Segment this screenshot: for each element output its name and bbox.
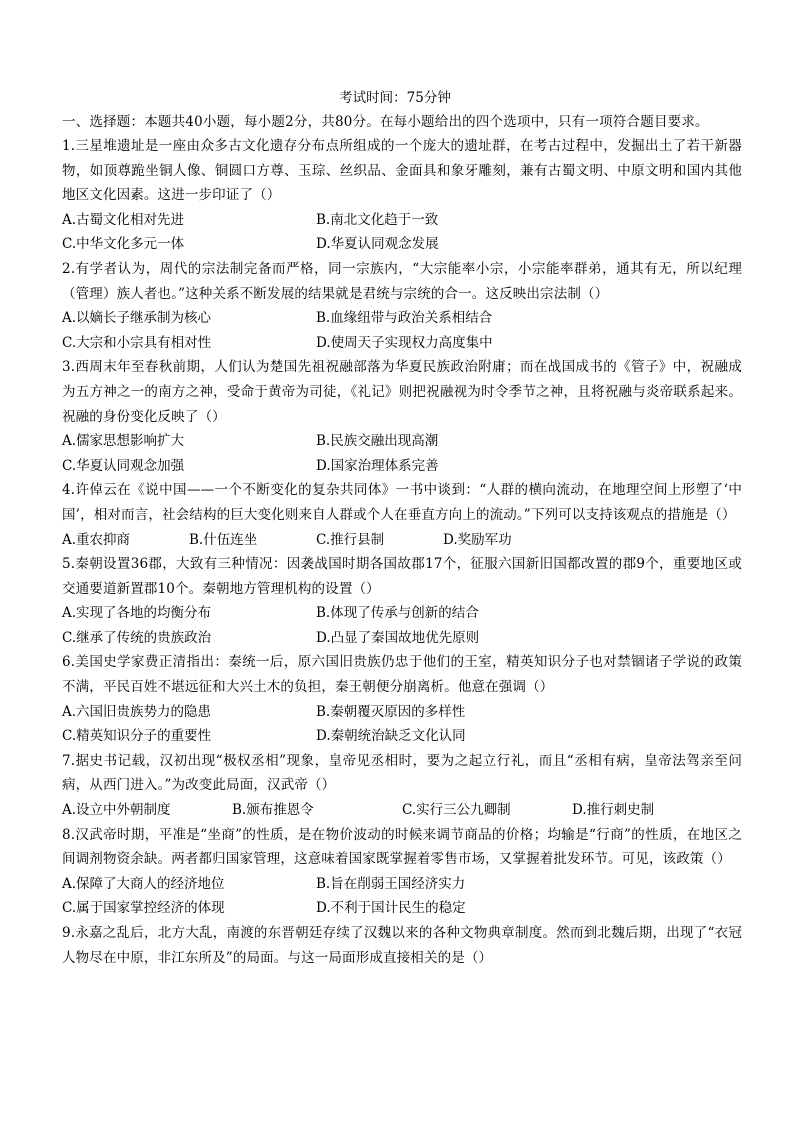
question-stem: 7.据史书记载，汉初出现“极权丞相”现象，皇帝见丞相时，要为之起立行礼，而且“丞相有病，皇帝法驾亲至问病，从西门进入。”为改变此局面，汉武帝（）	[62, 752, 742, 794]
question-9	[62, 921, 742, 970]
option-b[interactable]: B.秦朝覆灭原因的多样性	[316, 703, 466, 720]
option-c[interactable]: C.实行三公九卿制	[402, 802, 511, 819]
question-5	[62, 552, 742, 650]
option-b[interactable]: B.什伍连坐	[189, 531, 258, 548]
question-stem: 4.许倬云在《说中国——一个不断变化的复杂共同体》一书中谈到：“人群的横向流动，在地理空间上形塑了‘中国’，相对而言，社会结构的巨大变化则来自人群或个人在垂直方向上的流动。”下列可以支持该观点的措施是（）	[62, 482, 742, 523]
question-stem: 8.汉武帝时期，平准是“坐商”的性质，是在物价波动的时候来调节商品的价格；均输是“行商”的性质，在地区之间调剂物资余缺。两者都归国家管理，这意味着国家既掌握着零售市场，又掌握着批发环节。可见，该政策（）	[62, 826, 742, 868]
option-a[interactable]: A.设立中外朝制度	[62, 802, 171, 819]
exam-time: 考试时间：75分钟	[339, 90, 451, 106]
option-c[interactable]: C.继承了传统的贵族政治	[62, 629, 212, 646]
option-d[interactable]: D.推行刺史制	[572, 802, 655, 819]
option-c[interactable]: C.推行县制	[316, 531, 385, 548]
option-b[interactable]: B.血缘纽带与政治关系相结合	[316, 310, 493, 327]
question-stem: 3.西周末年至春秋前期，人们认为楚国先祖祝融部落为华夏民族政治附庸；而在战国成书的《管子》中，祝融成为五方神之一的南方之神，受命于黄帝为司徒，《礼记》则把祝融视为时令季节之神，且将祝融与炎帝联系起来。祝融的身份变化反映了（）	[62, 359, 742, 425]
question-8	[62, 823, 742, 921]
option-b[interactable]: B.旨在削弱王国经济实力	[316, 875, 466, 892]
option-d[interactable]: D.凸显了秦国故地优先原则	[316, 629, 480, 646]
question-3	[62, 355, 742, 478]
question-stem: 2.有学者认为，周代的宗法制完备而严格，同一宗族内，“大宗能率小宗，小宗能率群弟，通其有无，所以纪理（管理）族人者也。”这种关系不断发展的结果就是君统与宗统的合一。这反映出宗法制（）	[62, 260, 742, 302]
option-b[interactable]: B.颁布推恩令	[232, 802, 314, 819]
section-title: 一、选择题：本题共40小题，每小题2分，共80分。在每小题给出的四个选项中，只有一项符合题目要求。	[62, 114, 709, 130]
option-a[interactable]: A.六国旧贵族势力的隐患	[62, 703, 212, 720]
option-c[interactable]: C.大宗和小宗具有相对性	[62, 334, 212, 351]
option-c[interactable]: C.精英知识分子的重要性	[62, 728, 212, 745]
exam-page	[62, 86, 742, 970]
option-d[interactable]: D.国家治理体系完善	[316, 457, 439, 474]
question-stem: 6.美国史学家费正清指出：秦统一后，原六国旧贵族仍忠于他们的王室，精英知识分子也对禁锢诸子学说的政策不满，平民百姓不堪远征和大兴土木的负担，秦王朝便分崩离析。他意在强调（）	[62, 654, 742, 696]
option-d[interactable]: D.不利于国计民生的稳定	[316, 900, 466, 917]
option-b[interactable]: B.南北文化趋于一致	[316, 211, 439, 228]
question-2	[62, 257, 742, 355]
option-a[interactable]: A.古蜀文化相对先进	[62, 211, 185, 228]
question-stem: 9.永嘉之乱后，北方大乱，南渡的东晋朝廷存续了汉魏以来的各种文物典章制度。然而到北魏后期，出现了“衣冠人物尽在中原，非江东所及”的局面。与这一局面形成直接相关的是（）	[62, 925, 742, 966]
question-7	[62, 749, 742, 823]
option-a[interactable]: A.保障了大商人的经济地位	[62, 875, 225, 892]
option-a[interactable]: A.以嫡长子继承制为核心	[62, 310, 212, 327]
question-stem: 1.三星堆遗址是一座由众多古文化遗存分布点所组成的一个庞大的遗址群，在考古过程中，发掘出土了若干新器物，如顶尊跪坐铜人像、铜圆口方尊、玉琮、丝织品、金面具和象牙雕刻，兼有古蜀文明、中原文明和国内其他地区文化因素。这进一步印证了（）	[62, 138, 742, 204]
option-c[interactable]: C.华夏认同观念加强	[62, 457, 185, 474]
option-c[interactable]: C.属于国家掌控经济的体现	[62, 900, 225, 917]
question-1	[62, 134, 742, 257]
option-d[interactable]: D.奖励军功	[443, 531, 512, 548]
question-6	[62, 650, 742, 748]
option-d[interactable]: D.华夏认同观念发展	[316, 236, 439, 253]
option-a[interactable]: A.儒家思想影响扩大	[62, 433, 185, 450]
question-stem: 5.秦朝设置36郡，大致有三种情况：因袭战国时期各国故郡17个，征服六国新旧国都改置的郡9个，重要地区或交通要道新置郡10个。秦朝地方管理机构的设置（）	[62, 556, 742, 597]
option-d[interactable]: D.使周天子实现权力高度集中	[316, 334, 493, 351]
question-4	[62, 478, 742, 552]
option-d[interactable]: D.秦朝统治缺乏文化认同	[316, 728, 466, 745]
option-c[interactable]: C.中华文化多元一体	[62, 236, 185, 253]
option-b[interactable]: B.体现了传承与创新的结合	[316, 605, 479, 622]
option-b[interactable]: B.民族交融出现高潮	[316, 433, 439, 450]
option-a[interactable]: A.重农抑商	[62, 531, 131, 548]
option-a[interactable]: A.实现了各地的均衡分布	[62, 605, 212, 622]
